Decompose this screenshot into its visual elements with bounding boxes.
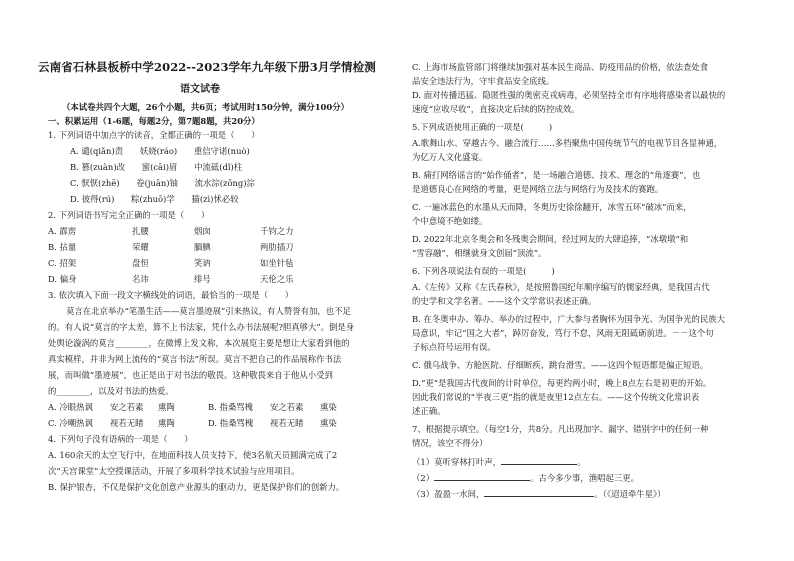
q4-option-a-line2: 次“天宫课堂”太空授课活动，开展了多项科学技术试验与应用项目。	[48, 466, 300, 476]
q6-b-line3: 子标点符号运用有误。	[412, 342, 496, 352]
q7-item-1-text: （1）莫听穿林打叶声，	[412, 457, 502, 467]
q6-a-line1: A.《左传》又称《左氏春秋》，是按照鲁国纪年顺序编写的儒家经典，是我国古代	[412, 282, 710, 292]
q6-stem: 6. 下列各项说法有误的一项是( )	[412, 266, 555, 276]
q2-stem: 2. 下列词语书写完全正确的一项是（ ）	[48, 210, 210, 220]
q5-c-line2: 个中意境不绝如缕。	[412, 216, 488, 226]
q3-passage-line: 真实模样，并非为网上流传的“莫言书法”所误。莫言不把自己的作品展称作书法	[48, 354, 342, 364]
q2-c-3: 笑讷	[194, 258, 211, 268]
q7-item-3	[412, 488, 666, 500]
q3-passage-line: 处舆论漩涡的莫言________，在微博上发文称，本次展览主要是想让大家看到他的	[48, 338, 350, 348]
q2-b-3: 腼腆	[194, 242, 211, 252]
q3-passage-line: 的________，以及对书法的热爱。	[48, 386, 174, 396]
q4-option-c-line2: 品安全违法行为，守牢食品安全底线。	[412, 76, 555, 86]
q3-passage-line: 莫言在北京举办“笔墨生活——莫言墨迹展”引来热议，有人赞誉有加，也不足	[66, 306, 351, 316]
q2-d-4: 天伦之乐	[260, 274, 294, 284]
q5-a-line1: A.歌舞山水、穿越古今、融合流行……多档聚焦中国传统节气的电视节目各显神通，	[412, 138, 723, 148]
q3-b-3: 熏染	[320, 402, 337, 412]
q4-option-b: B. 保护银杏，不仅是保护文化创意产业源头的驱动力，更是保护你们的创新力。	[48, 482, 345, 492]
q3-a-1: A. 冷眼热讽	[48, 402, 93, 412]
q7-blank-2[interactable]	[434, 472, 530, 481]
q4-option-c-line1: C. 上海市场监管部门将继续加强对基本民生商品、防疫用品的价格，依法查处食	[412, 62, 709, 72]
q3-c-2: 视若无睹	[110, 418, 144, 428]
q2-d-3: 绯号	[194, 274, 211, 284]
q7-blank-3[interactable]	[484, 488, 594, 497]
q3-d-3: 熏染	[320, 418, 337, 428]
q3-passage-line: 展，而叫做“墨迹展”，也正是出于对书法的敬畏。这种敬畏来自于他从小受到	[48, 370, 333, 380]
q1-option-c: C. 恹恹(zhē) 卷(juān)铀 流水淙(zōng)淙	[70, 178, 255, 188]
q3-c-3: 熏陶	[158, 418, 175, 428]
q2-b-4: 两肋插刀	[260, 242, 294, 252]
q6-d-line3: 述正确。	[412, 406, 446, 416]
q7-stem-line2: 情况，该空不得分）	[412, 438, 488, 448]
q3-d-1: D. 指桑骂槐	[208, 418, 254, 428]
q7-item-3-source: 。（《迢迢牵牛星》）	[594, 489, 666, 499]
q2-c-1: C. 招架	[48, 258, 77, 268]
q6-b-line2: 局意识，牢记“国之大者”，踔厉奋发，笃行不怠，风雨无阻砥砺前进。－－这个句	[412, 328, 714, 338]
q5-stem: 5.下列成语使用正确的一项是( )	[412, 122, 553, 132]
q2-b-2: 荣耀	[132, 242, 149, 252]
q6-d-line1: D.“更”是我国古代夜间的计时单位，每更约两小时，晚上8点左右是初更的开始。	[412, 378, 712, 388]
q2-c-2: 盘恒	[132, 258, 149, 268]
q3-c-1: C. 冷嘲热讽	[48, 418, 93, 428]
q4-stem: 4. 下列句子没有语病的一项是（ ）	[48, 434, 193, 444]
q2-d-2: 名讳	[132, 274, 149, 284]
q5-b-line1: B. 痛打网络谣言的“始作俑者”，是一场融合道德、技术、理念的“角逐赛”，也	[412, 170, 701, 180]
q3-a-2: 安之若素	[110, 402, 144, 412]
q2-c-4: 如坐针毡	[260, 258, 294, 268]
q3-b-2: 安之若素	[270, 402, 304, 412]
q5-d-line1: D. 2022年北京冬奥会和冬残奥会期间，经过网友的大肆追捧，“冰墩墩”和	[412, 234, 689, 244]
exam-title: 云南省石林县板桥中学2022--2023学年九年级下册3月学情检测	[38, 60, 376, 74]
q7-item-3-text: （3）盈盈一水间，	[412, 489, 485, 499]
q5-b-line2: 是道德良心在网络的考量，更是网络立法与网络行为及技术的赛跑。	[412, 184, 664, 194]
q6-c: C. 俄乌战争、方舱医院、仔细断疾、跳台滑雪。——这四个短语都是偏正短语。	[412, 360, 709, 370]
q7-item-2-label: （2）	[412, 473, 435, 483]
q5-d-line2: “雪容融”，相继就身文创届“顶流”。	[412, 248, 547, 258]
q4-option-d-line1: D. 面对传播迅猛、隐匿性强的奥密克戎病毒，必须坚持全市有序地将感染者以最快的	[412, 90, 726, 100]
q6-b-line1: B. 在冬奥申办、筹办、举办的过程中，广大参与者胸怀为国争光、为国争光的民族大	[412, 314, 725, 324]
q6-d-line2: 因此我们常说的“半夜三更”指的就是夜里12点左右。——这个传统文化常识表	[412, 392, 700, 402]
q1-option-d: D. 彼得(rú) 粽(zhuō)学 猫(zì)怵必较	[70, 194, 239, 204]
q7-item-2	[412, 472, 639, 484]
exam-note: （本试卷共四个大题，26个小题，共6页；考试用时150分钟，满分100分）	[62, 102, 349, 112]
q2-a-1: A. 霹雳	[48, 226, 77, 236]
q2-b-1: B. 拈量	[48, 242, 77, 252]
q2-a-2: 扎腰	[132, 226, 149, 236]
section-heading: 一、积累运用（1-6题，每题2分，第7题8题，共20分）	[48, 116, 260, 126]
q4-option-d-line2: 速度“应收尽收”，直接决定后续的防控成效。	[412, 104, 580, 114]
q1-stem: 1. 下列词语中加点字的读音，全都正确的一项是（ ）	[48, 130, 260, 140]
q7-item-1: （1）莫听穿林打叶声， 。	[412, 457, 586, 467]
q1-option-a: A. 谴(qiǎn)责 妖娆(ráo) 重信守诺(nuò)	[70, 146, 250, 156]
q3-stem: 3. 依次填入下面一段文字横线处的词语，最恰当的一项是（ ）	[48, 290, 294, 300]
q3-a-3: 熏陶	[158, 402, 175, 412]
q3-passage-line: 的。有人说“莫言的字太差，算不上书法家，凭什么办书法展呢?胆真够大”。倒是身	[48, 322, 355, 332]
q5-c-line1: C. 一遍冰蓝色的水墨从天而降，冬奥历史徐徐翻开，冰雪五环“破冰”而来，	[412, 202, 692, 212]
q3-b-1: B. 指桑骂槐	[208, 402, 253, 412]
q6-a-line2: 的史学和文学名著。——这个文学常识表述正确。	[412, 296, 597, 306]
q7-blank-1[interactable]	[501, 456, 577, 465]
q5-a-line2: 为亿万人文化盛宴。	[412, 152, 488, 162]
q4-option-a-line1: A. 160余天的太空飞行中，在地面科技人员支持下，使3名航天员圆满完成了2	[48, 450, 338, 460]
q1-option-b: B. 篡(zuàn)改 蜜(cāi)眉 中流砥(dǐ)柱	[70, 162, 243, 172]
q2-d-1: D. 偏身	[48, 274, 77, 284]
q7-stem-line1: 7、根据提示填空。（每空1分，共8分。凡出现加字、漏字、错别字中的任何一种	[412, 424, 709, 434]
q7-item-2-text: 。古今多少事，渔唱起三更。	[530, 473, 639, 483]
exam-subtitle: 语文试卷	[180, 84, 220, 95]
q2-a-3: 烟囱	[194, 226, 211, 236]
q2-a-4: 千钧之力	[260, 226, 294, 236]
q3-d-2: 视若无睹	[270, 418, 304, 428]
